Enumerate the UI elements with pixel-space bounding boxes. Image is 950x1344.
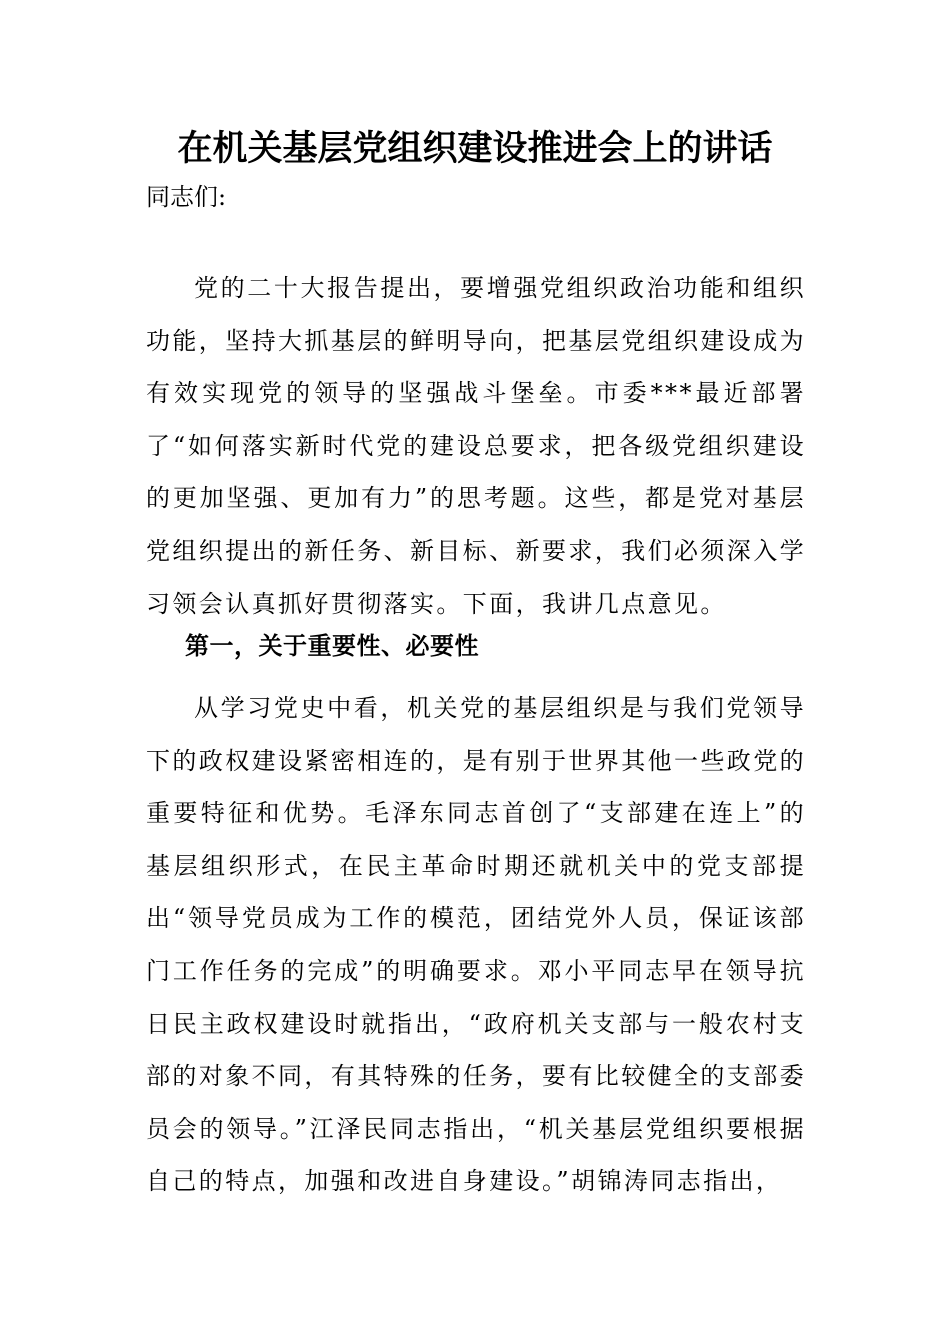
paragraph: 党的二十大报告提出，要增强党组织政治功能和组织功能，坚持大抓基层的鲜明导向，把基层党组织建设成为有效实现党的领导的坚强战斗堡垒。市委***最近部署了“如何落实新时代党的建设总要求，把各级党组织建设的更加坚强、更加有力”的思考题。这些，都是党对基层党组织提出的新任务、新目标、新要求，我们必须深入学习领会认真抓好贯彻落实。下面，我讲几点意见。 [146, 274, 806, 618]
section-heading: 第一，关于重要性、必要性 [185, 632, 479, 660]
document-title: 在机关基层党组织建设推进会上的讲话 [177, 128, 773, 169]
salutation: 同志们: [146, 183, 227, 211]
paragraph: 从学习党史中看，机关党的基层组织是与我们党领导下的政权建设紧密相连的，是有别于世界其他一些政党的重要特征和优势。毛泽东同志首创了“支部建在连上”的基层组织形式，在民主革命时期还就机关中的党支部提出“领导党员成为工作的模范，团结党外人员，保证该部门工作任务的完成”的明确要求。邓小平同志早在领导抗日民主政权建设时就指出，“政府机关支部与一般农村支部的对象不同，有其特殊的任务，要有比较健全的支部委员会的领导。”江泽民同志指出，“机关基层党组织要根据自己的特点，加强和改进自身建设。”胡锦涛同志指出， [146, 694, 806, 1196]
